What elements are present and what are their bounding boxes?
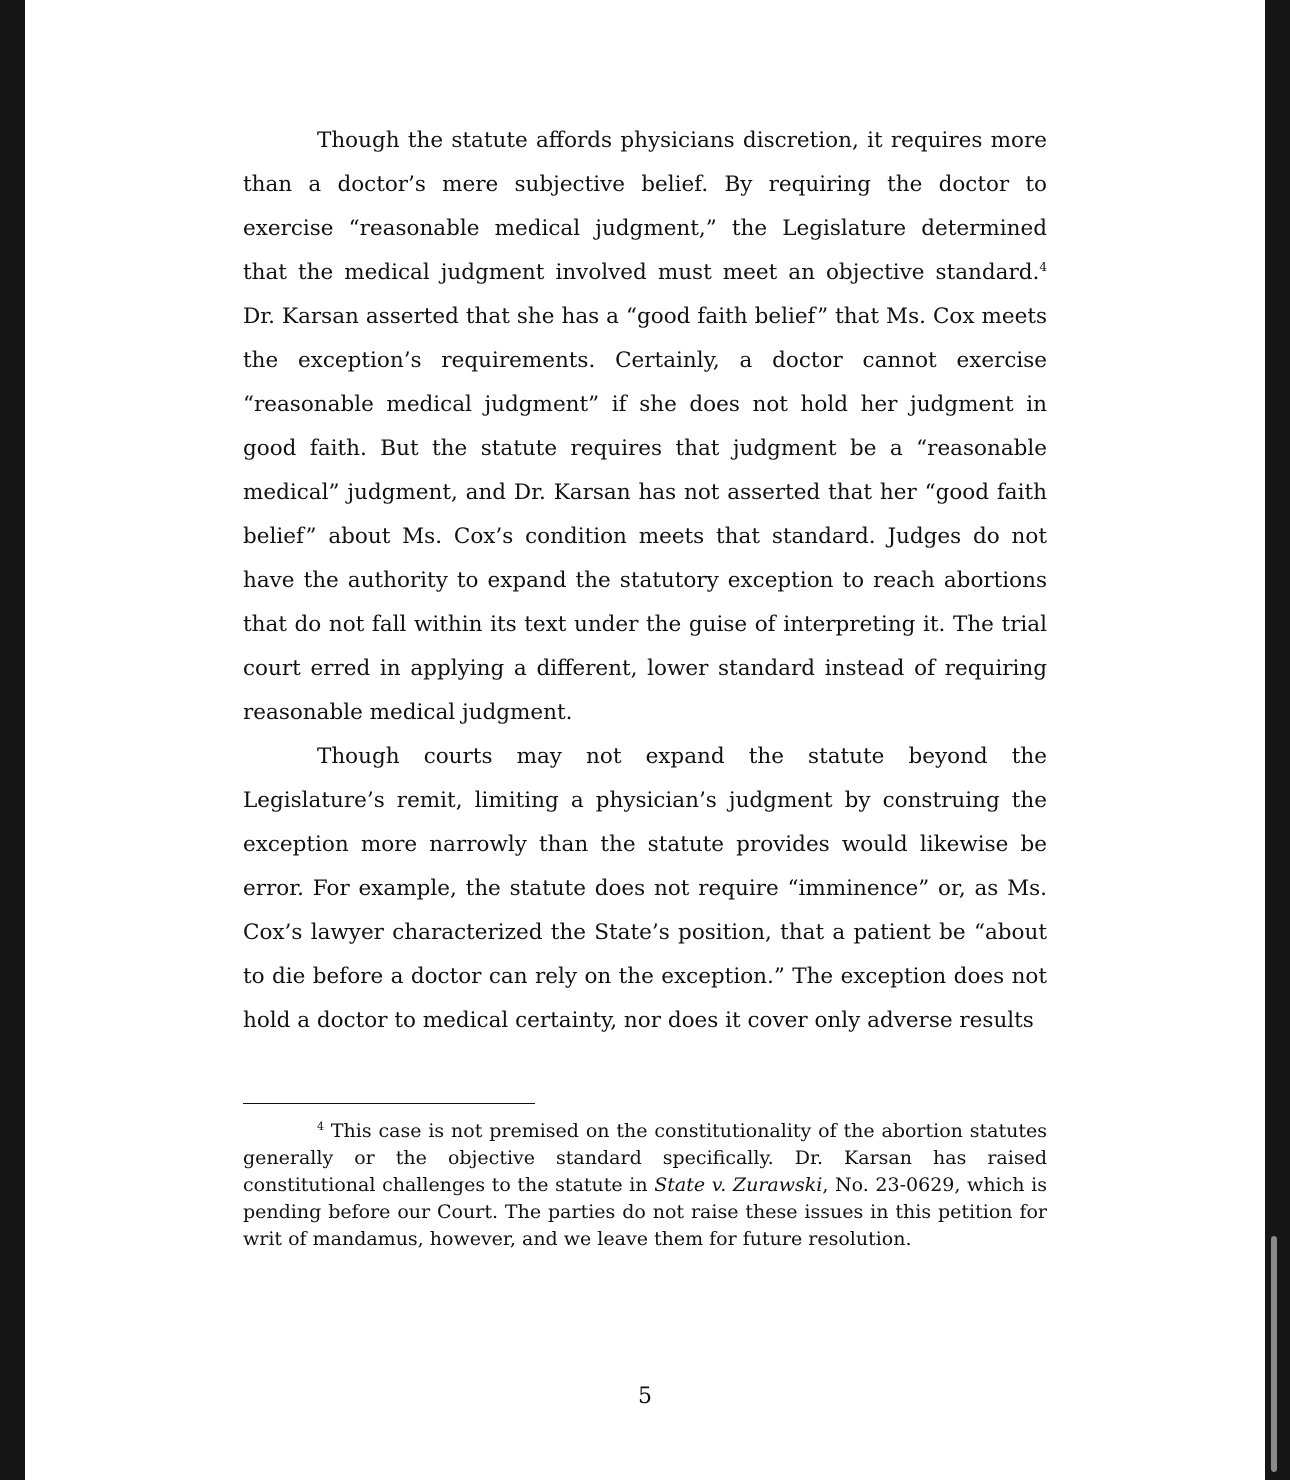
footnote-case-name: State v. Zurawski [654, 1174, 823, 1196]
footnote-marker: 4 [317, 1120, 324, 1133]
footnote-reference[interactable]: 4 [1039, 260, 1047, 274]
footnote [243, 1118, 1047, 1253]
document-page [25, 0, 1265, 1480]
scrollbar-thumb[interactable] [1271, 1236, 1277, 1472]
paragraph-2: Though courts may not expand the statute beyond the Legislature’s remit, limiting a physician’s judgment by construing the exception more narrowly than the statute provides would likewise be error. For example, the statute does not require “imminence” or, as Ms. Cox’s lawyer characterized the State’s position, that a patient be “about to die before a doctor can rely on the exception.” The exception does not hold a doctor to medical certainty, nor does it cover only adverse results [243, 744, 1047, 1033]
footnote-text-a: This case is not premised on the constitutionality of the abortion statutes generally or the objective standard specifically. Dr. Karsan has raised constitutional challenges to the statute in [243, 1120, 1047, 1196]
body-text [243, 119, 1047, 1043]
footnote-text-b: , No. 23-0629, which is pending before our Court. The parties do not raise these issues in this petition for writ of mandamus, however, and we leave them for future resolution. [243, 1174, 1047, 1250]
paragraph-1-text-a: Though the statute affords physicians discretion, it requires more than a doctor’s mere subjective belief. By requiring the doctor to exercise “reasonable medical judgment,” the Legislature determined that the medical judgment involved must meet an objective standard. [243, 128, 1047, 285]
footnote-separator [243, 1103, 535, 1104]
paragraph-1 [243, 119, 1047, 735]
page-number: 5 [638, 1384, 652, 1409]
paragraph-1-text-b: Dr. Karsan asserted that she has a “good faith belief” that Ms. Cox meets the exception’s requirements. Certainly, a doctor cannot exercise “reasonable medical judgment” if she does not hold her judgment in good faith. But the statute requires that judgment be a “reasonable medical” judgment, and Dr. Karsan has not asserted that her “good faith belief” about Ms. Cox’s condition meets that standard. Judges do not have the authority to expand the statutory exception to reach abortions that do not fall within its text under the guise of interpreting it. The trial court erred in applying a different, lower standard instead of requiring reasonable medical judgment. [243, 304, 1047, 725]
